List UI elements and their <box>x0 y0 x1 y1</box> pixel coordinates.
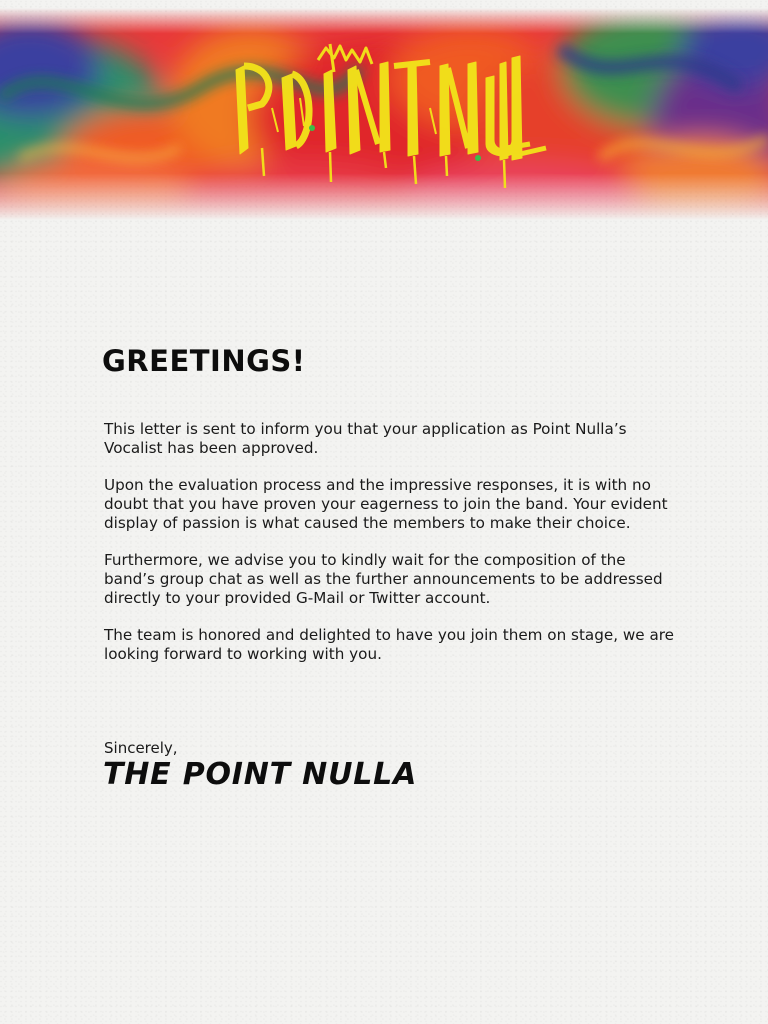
abstract-paint-banner <box>0 8 768 220</box>
signature: THE POINT NULLA <box>103 757 418 792</box>
paragraph-welcome: The team is honored and delighted to have you join them on stage, we are looking forward to working with you. <box>104 626 675 663</box>
paragraph-approval: This letter is sent to inform you that your application as Point Nulla’s Vocalist has been approved. <box>104 420 627 457</box>
greeting-heading: GREETINGS! <box>102 344 306 378</box>
paragraph-next-steps: Furthermore, we advise you to kindly wait for the composition of the band’s group chat as well as the further announcements to be addressed directly to your provided G-Mail or Twitter account. <box>104 551 663 607</box>
paragraph-evaluation: Upon the evaluation process and the impressive responses, it is with no doubt that you have proven your eagerness to join the band. Your evident display of passion is what caused the members to make their choice. <box>104 476 668 532</box>
letter-body <box>104 420 676 682</box>
header-banner <box>0 8 768 220</box>
closing-salutation: Sincerely, <box>104 739 178 757</box>
